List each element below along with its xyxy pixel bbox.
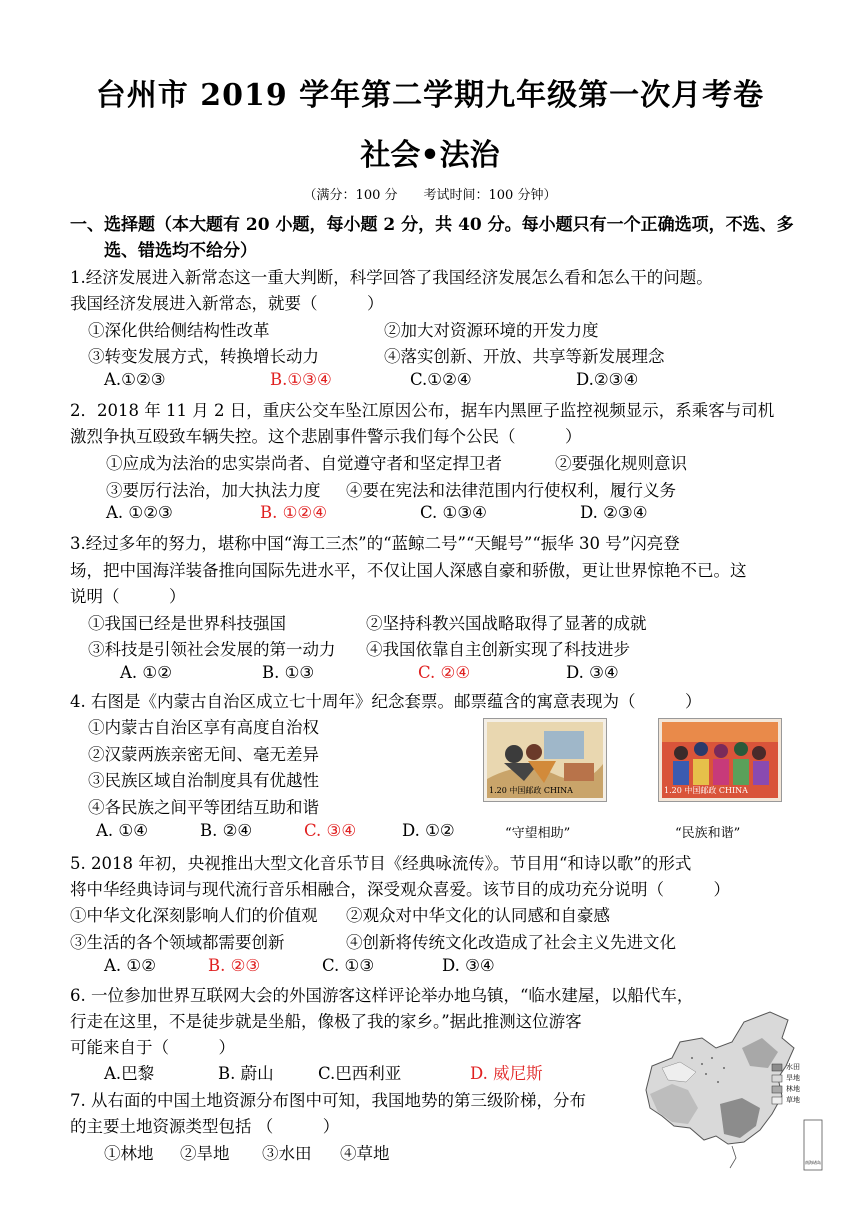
- stamp-2-country: CHINA: [718, 786, 748, 795]
- q7-option-2: ②旱地: [180, 1144, 230, 1163]
- q6-stem-cont-2: 可能来自于（ ）: [70, 1038, 235, 1057]
- q3-option-4: ④我国依靠自主创新实现了科技进步: [366, 640, 630, 659]
- q4-option-3: ③民族区域自治制度具有优越性: [88, 771, 319, 790]
- q7-option-1: ①林地: [104, 1144, 154, 1163]
- q1-option-3: ③转变发展方式，转换增长动力: [88, 347, 319, 366]
- stamp-2-post: 中国邮政: [684, 786, 717, 795]
- exam-title: 台州市 2019 学年第二学期九年级第一次月考卷: [95, 78, 765, 113]
- q4-choice-b[interactable]: B. ②④: [200, 821, 253, 840]
- q2-option-2: ②要强化规则意识: [555, 454, 687, 473]
- q6-choice-d-answer[interactable]: D. 威尼斯: [470, 1064, 543, 1083]
- q2-option-4: ④要在宪法和法律范围内行使权利，履行义务: [346, 481, 676, 500]
- q6-stem-cont: 行走在这里，不是徒步就是坐船，像极了我的家乡。”据此推测这位游客: [70, 1012, 582, 1031]
- q1-option-2: ②加大对资源环境的开发力度: [384, 321, 599, 340]
- q6-choice-b[interactable]: B. 蔚山: [218, 1064, 274, 1083]
- q1-option-4: ④落实创新、开放、共享等新发展理念: [384, 347, 665, 366]
- q4-stem: 4. 右图是《内蒙古自治区成立七十周年》纪念套票。邮票蕴含的寓意表现为（ ）: [70, 692, 702, 711]
- exam-meta: （满分：100 分 考试时间：100 分钟）: [303, 188, 557, 203]
- q5-choice-c[interactable]: C. ①③: [322, 956, 375, 975]
- q1-choice-c[interactable]: C.①②④: [410, 370, 472, 389]
- q1-choice-b-answer[interactable]: B.①③④: [270, 370, 332, 389]
- q4-option-4: ④各民族之间平等团结互助和谐: [88, 798, 319, 817]
- south-sea-inset-label: 南海诸岛: [805, 1160, 821, 1165]
- q6-stem: 6. 一位参加世界互联网大会的外国游客这样评论举办地乌镇，“临水建屋，以船代车，: [70, 986, 694, 1005]
- q3-stem-cont: 场，把中国海洋装备推向国际先进水平，不仅让国人深感自豪和骄傲，更让世界惊艳不已。这: [70, 561, 747, 580]
- stamp-1-country: CHINA: [543, 786, 573, 795]
- section-heading: 一、选择题（本大题有 20 小题，每小题 2 分，共 40 分。每小题只有一个正确选项，不选、多: [70, 215, 794, 235]
- q1-stem: 1.经济发展进入新常态这一重大判断，科学回答了我国经济发展怎么看和怎么干的问题。: [70, 268, 713, 287]
- q6-choice-c[interactable]: C.巴西利亚: [318, 1064, 402, 1083]
- q5-option-2: ②观众对中华文化的认同感和自豪感: [346, 906, 610, 925]
- legend-grassland: 草地: [786, 1096, 800, 1104]
- q2-choice-b-answer[interactable]: B. ①②④: [260, 503, 327, 522]
- q6-choice-a[interactable]: A.巴黎: [104, 1064, 155, 1083]
- q5-choice-d[interactable]: D. ③④: [442, 956, 495, 975]
- q2-stem: 2．2018 年 11 月 2 日，重庆公交车坠江原因公布，据车内黑匣子监控视频显示，系乘客与司机: [70, 401, 775, 420]
- china-land-map: [632, 1008, 824, 1172]
- q3-choice-b[interactable]: B. ①③: [262, 663, 315, 682]
- q5-option-1: ①中华文化深刻影响人们的价值观: [70, 906, 318, 925]
- q5-option-4: ④创新将传统文化改造成了社会主义先进文化: [346, 933, 676, 952]
- stamp-image-2: [658, 718, 782, 802]
- q3-choice-a[interactable]: A. ①②: [120, 663, 172, 682]
- q2-option-3: ③要厉行法治，加大执法力度: [106, 481, 321, 500]
- stamp-1-post: 中国邮政: [509, 786, 542, 795]
- q3-choice-d[interactable]: D. ③④: [566, 663, 619, 682]
- legend-paddy: 水田: [786, 1063, 800, 1071]
- q2-choice-d[interactable]: D. ②③④: [580, 503, 648, 522]
- q5-choice-b-answer[interactable]: B. ②③: [208, 956, 261, 975]
- q5-stem-cont: 将中华经典诗词与现代流行音乐相融合，深受观众喜爱。该节目的成功充分说明（ ）: [70, 880, 730, 899]
- legend-forest: 林地: [786, 1085, 800, 1093]
- q3-choice-c-answer[interactable]: C. ②④: [418, 663, 471, 682]
- q1-stem-cont: 我国经济发展进入新常态，就要（ ）: [70, 294, 384, 313]
- stamp-1-value: 1.20: [489, 786, 507, 795]
- section-heading-cont: 选、错选均不给分）: [104, 241, 257, 261]
- q7-stem: 7. 从右面的中国土地资源分布图中可知，我国地势的第三级阶梯，分布: [70, 1091, 586, 1110]
- q3-stem-cont-2: 说明（ ）: [70, 587, 186, 606]
- q1-choice-d[interactable]: D.②③④: [576, 370, 639, 389]
- subject-title: 社会•法治: [360, 138, 500, 173]
- stamp-1-caption: “守望相助”: [505, 826, 571, 841]
- stamp-2-caption: “民族和谐”: [675, 826, 741, 841]
- q5-stem: 5. 2018 年初，央视推出大型文化音乐节目《经典咏流传》。节目用“和诗以歌”的形式: [70, 854, 692, 873]
- q5-choice-a[interactable]: A. ①②: [104, 956, 156, 975]
- stamp-image-1: [483, 718, 607, 802]
- q3-option-3: ③科技是引领社会发展的第一动力: [88, 640, 336, 659]
- q4-option-2: ②汉蒙两族亲密无间、毫无差异: [88, 745, 319, 764]
- stamp-2-value: 1.20: [664, 786, 682, 795]
- q2-choice-c[interactable]: C. ①③④: [420, 503, 487, 522]
- q1-option-1: ①深化供给侧结构性改革: [88, 321, 270, 340]
- q5-option-3: ③生活的各个领域都需要创新: [70, 933, 285, 952]
- q3-option-2: ②坚持科教兴国战略取得了显著的成就: [366, 614, 647, 633]
- q2-option-1: ①应成为法治的忠实崇尚者、自觉遵守者和坚定捍卫者: [106, 454, 502, 473]
- q2-stem-cont: 激烈争执互殴致车辆失控。这个悲剧事件警示我们每个公民（ ）: [70, 427, 582, 446]
- q1-choice-a[interactable]: A.①②③: [104, 370, 166, 389]
- legend-dryland: 旱地: [786, 1074, 800, 1082]
- q4-choice-a[interactable]: A. ①④: [96, 821, 148, 840]
- q7-option-4: ④草地: [340, 1144, 390, 1163]
- q7-option-3: ③水田: [262, 1144, 312, 1163]
- q3-option-1: ①我国已经是世界科技强国: [88, 614, 286, 633]
- q2-choice-a[interactable]: A. ①②③: [106, 503, 173, 522]
- q7-stem-cont: 的主要土地资源类型包括 （ ）: [70, 1117, 340, 1136]
- q4-choice-c-answer[interactable]: C. ③④: [304, 821, 357, 840]
- q4-choice-d[interactable]: D. ①②: [402, 821, 455, 840]
- q3-stem: 3.经过多年的努力，堪称中国“海工三杰”的“蓝鲸二号”“天鲲号”“振华 30 号”闪亮登: [70, 534, 680, 553]
- q4-option-1: ①内蒙古自治区享有高度自治权: [88, 718, 319, 737]
